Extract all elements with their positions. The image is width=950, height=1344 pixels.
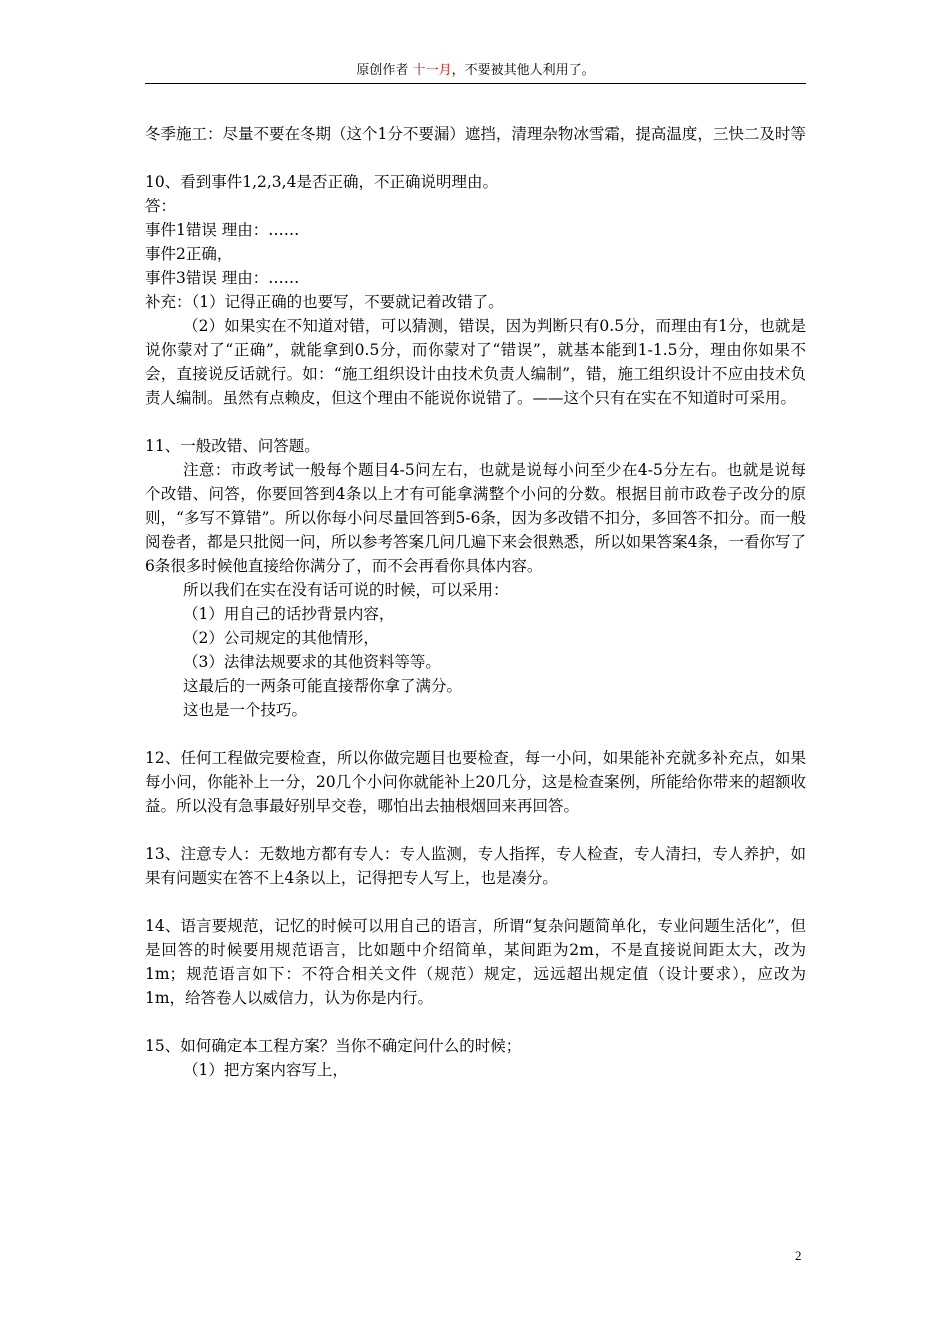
paragraph-gap (145, 818, 806, 842)
paragraph-last-items: 这最后的一两条可能直接帮你拿了满分。 (183, 677, 463, 695)
list-item-2: （2）公司规定的其他情形， (183, 629, 379, 647)
header-rule (145, 83, 806, 84)
heading-item-13: 13、注意专人：无数地方都有专人：专人监测，专人指挥，专人检查，专人清扫，专人养护，如果有问题实在答不上4条以上，记得把专人写上，也是凑分。 (145, 845, 806, 887)
event-1-line: 事件1错误 理由：…… (145, 221, 300, 239)
list-item-1: （1）用自己的话抄背景内容， (183, 605, 395, 623)
page-header (145, 62, 806, 80)
supplement-1: 补充：（1）记得正确的也要写，不要就记着改错了。 (145, 293, 504, 311)
header-prefix: 原创作者 (356, 63, 409, 78)
heading-item-14: 14、语言要规范，记忆的时候可以用自己的语言，所谓“复杂问题简单化，专业问题生活化”，但是回答的时候要用规范语言，比如题中介绍简单，某间距为2m，不是直接说间距太大，改为1m；规范语言如下：不符合相关文件（规范）规定，远远超出规定值（设计要求），应改为1m，给答卷人以威信力，认为你是内行。 (145, 917, 806, 1007)
paragraph-gap (145, 410, 806, 434)
document-body (145, 122, 806, 1082)
answer-label: 答： (145, 197, 177, 215)
heading-item-15: 15、如何确定本工程方案？当你不确定问什么的时候； (145, 1037, 522, 1055)
header-author: 十一月 (412, 63, 452, 78)
page-number: 2 (795, 1248, 802, 1263)
list-item-3: （3）法律法规要求的其他资料等等。 (183, 653, 441, 671)
heading-item-12: 12、任何工程做完要检查，所以你做完题目也要检查，每一小问，如果能补充就多补充点，如果每小问，你能补上一分，20几个小问你就能补上20几分，这是检查案例，所能给你带来的超额收益。所以没有急事最好别早交卷，哪怕出去抽根烟回来再回答。 (145, 749, 806, 815)
paragraph-tip: 这也是一个技巧。 (183, 701, 308, 719)
heading-item-11: 11、一般改错、问答题。 (145, 437, 320, 455)
paragraph-gap (145, 146, 806, 170)
paragraph-note: 注意：市政考试一般每个题目4-5问左右，也就是说每小问至少在4-5分左右。也就是说每个改错、问答，你要回答到4条以上才有可能拿满整个小问的分数。根据目前市政卷子改分的原则，“多写不算错”。所以你每小问尽量回答到5-6条，因为多改错不扣分，多回答不扣分。而一般阅卷者，都是只批阅一问，所以参考答案几问几遍下来会很熟悉，所以如果答案4条，一看你写了6条很多时候他直接给你满分了，而不会再看你具体内容。 (145, 461, 806, 575)
event-3-line: 事件3错误 理由：…… (145, 269, 300, 287)
paragraph-gap (145, 722, 806, 746)
heading-item-10: 10、看到事件1,2,3,4是否正确，不正确说明理由。 (145, 173, 498, 191)
supplement-2: （2）如果实在不知道对错，可以猜测，错误，因为判断只有0.5分，而理由有1分，也就是说你蒙对了“正确”，就能拿到0.5分，而你蒙对了“错误”，就基本能到1-1.5分，理由你如果不会，直接说反话就行。如：“施工组织设计由技术负责人编制”，错，施工组织设计不应由技术负责人编制。虽然有点赖皮，但这个理由不能说你说错了。——这个只有在实在不知道时可采用。 (145, 317, 806, 407)
event-2-line: 事件2正确， (145, 245, 233, 263)
paragraph-gap (145, 1010, 806, 1034)
header-suffix: ，不要被其他人利用了。 (451, 63, 595, 78)
list-item-15-1: （1）把方案内容写上， (183, 1061, 348, 1079)
paragraph-gap (145, 890, 806, 914)
paragraph-winter-construction: 冬季施工：尽量不要在冬期（这个1分不要漏）遮挡，清理杂物冰雪霜，提高温度，三快二及时等 (145, 125, 806, 143)
paragraph-so-we: 所以我们在实在没有话可说的时候，可以采用： (183, 581, 509, 599)
